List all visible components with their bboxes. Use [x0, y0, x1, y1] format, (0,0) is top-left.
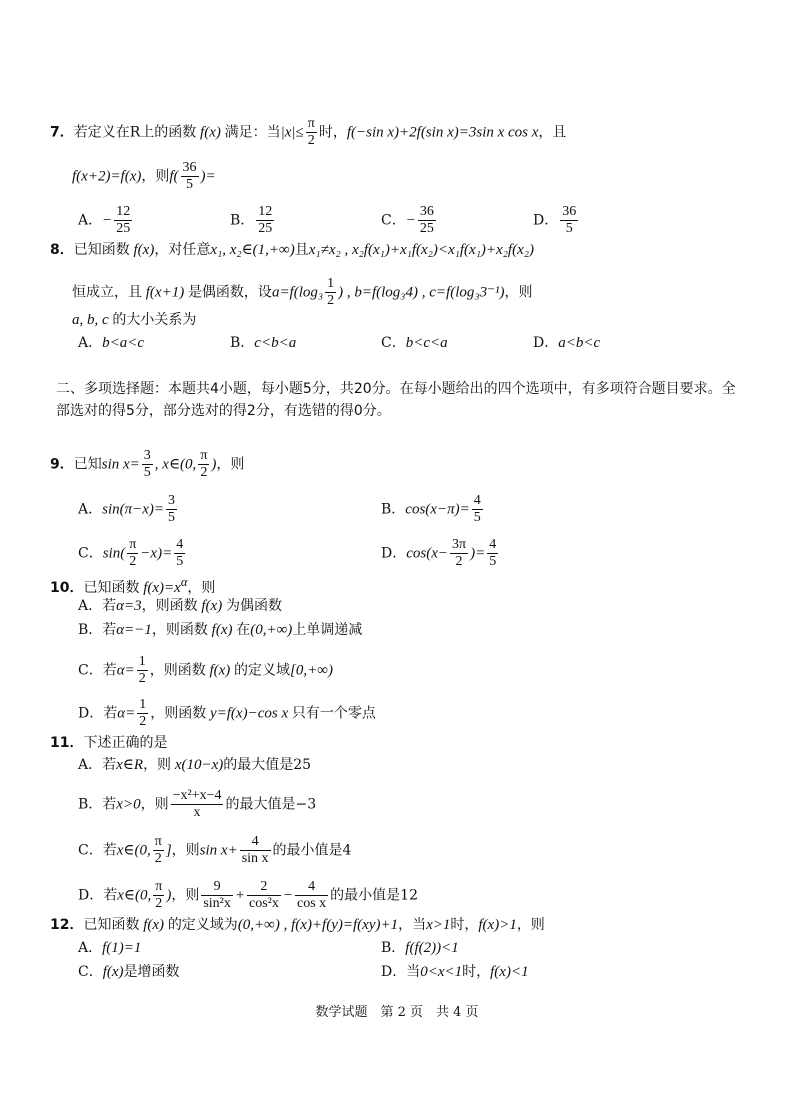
question-number: 9． — [50, 456, 74, 473]
q7-option-c: C．− $\frac{36}{25}$ — [381, 204, 434, 236]
q10-option-a: A．若α=3，则函数 f(x) 为偶函数 — [78, 598, 282, 614]
question-number: 7． — [50, 124, 74, 141]
q7-option-a: A．− $\frac{12}{25}$ — [78, 204, 131, 236]
q12-option-c: C．f(x)是增函数 — [78, 964, 180, 980]
q11-option-d: D．若x∈(0, $\frac{\pi}{2}$ )，则 $\frac{9}{\text{sin²x}}$ + $\frac{2}{\text{cos²x}}$ − $\frac{4}{\text{cos x}}$ 的最小值是12 — [78, 879, 418, 911]
q9-option-b: B．cos(x−π)= $\frac{4}{5}$ — [381, 493, 481, 525]
question-12: 12．已知函数 f(x) 的定义域为(0,+∞) , f(x)+f(y)=f(xy)+1，当x>1时，f(x)>1，则 — [50, 917, 545, 933]
q8-option-b: B．c<b<a — [230, 335, 297, 351]
question-number: 12． — [50, 917, 84, 933]
q12-option-b: B．f(f(2))<1 — [381, 940, 459, 956]
q9-option-d: D．cos(x− $\frac{3\pi}{2}$ )= $\frac{4}{5}$ — [381, 537, 497, 569]
question-8-line-3: a, b, c 的大小关系为 — [72, 312, 197, 328]
q8-option-a: A．b<a<c — [78, 335, 145, 351]
question-number: 11． — [50, 735, 84, 751]
q9-option-c: C．sin( $\frac{\pi}{2}$ −x)= $\frac{4}{5}$ — [78, 537, 184, 569]
q7-option-d: D． $\frac{36}{5}$ — [533, 204, 577, 236]
question-7: 7．若定义在R上的函数 f(x) 满足：当|x|≤ $\frac{\pi}{2}$ 时，f(−sin x)+2f(sin x)=3sin x cos x，且 — [50, 116, 567, 148]
q10-option-c: C．若α= $\frac{1}{2}$ ，则函数 f(x) 的定义域[0,+∞) — [78, 654, 333, 686]
question-8-line-2: 恒成立，且 f(x+1) 是偶函数，设a=f(log₃ $\frac{1}{2}$ ) , b=f(log₃4) , c=f(log₃3⁻¹)，则 — [72, 276, 533, 308]
question-8: 8．已知函数 f(x)，对任意x₁, x₂∈(1,+∞)且x₁≠x₂ , x₂f(x₁)+x₁f(x₂)<x₁f(x₁)+x₂f(x₂) — [50, 242, 534, 258]
q11-option-c: C．若x∈(0, $\frac{\pi}{2}$ ]，则sin x+ $\frac{4}{\text{sin x}}$ 的最小值是4 — [78, 834, 352, 866]
question-9: 9．已知sin x= $\frac{3}{5}$ , x∈(0, $\frac{\pi}{2}$ )，则 — [50, 448, 245, 480]
q10-option-b: B．若α=−1，则函数 f(x) 在(0,+∞)上单调递减 — [78, 622, 363, 638]
question-number: 10． — [50, 580, 84, 596]
q9-option-a: A．sin(π−x)= $\frac{3}{5}$ — [78, 493, 176, 525]
q8-option-c: C．b<c<a — [381, 335, 448, 351]
section-heading: 二、多项选择题：本题共4小题，每小题5分，共20分。在每小题给出的四个选项中，有多项符合题目要求。全部选对的得5分，部分选对的得2分，有选错的得0分。 — [56, 381, 736, 419]
q11-option-b: B．若x>0，则 $\frac{\text{−x²+x−4}}{x}$ 的最大值是−3 — [78, 788, 317, 820]
q12-option-d: D．当0<x<1时，f(x)<1 — [381, 964, 529, 980]
q11-option-a: A．若x∈R，则 x(10−x)的最大值是25 — [78, 757, 312, 773]
q12-option-a: A．f(1)=1 — [78, 940, 142, 956]
question-7-line-2: f(x+2)=f(x)，则f( $\frac{36}{5}$ )= — [72, 160, 216, 192]
fraction: $\frac{36}{5}$ — [182, 160, 197, 192]
q7-option-b: B． $\frac{12}{25}$ — [230, 204, 273, 236]
page-footer: 数学试题 第 2 页 共 4 页 — [315, 1005, 479, 1020]
q10-option-d: D．若α= $\frac{1}{2}$ ，则函数 y=f(x)−cos x 只有一个零点 — [78, 697, 376, 729]
fraction: $\frac{\pi}{2}$ — [307, 116, 315, 148]
q8-option-d: D．a<b<c — [533, 335, 601, 351]
question-10: 10．已知函数 $f(x)=x^\alpha$，则 — [50, 575, 216, 596]
question-number: 8． — [50, 242, 74, 258]
question-11: 11．下述正确的是 — [50, 735, 168, 751]
